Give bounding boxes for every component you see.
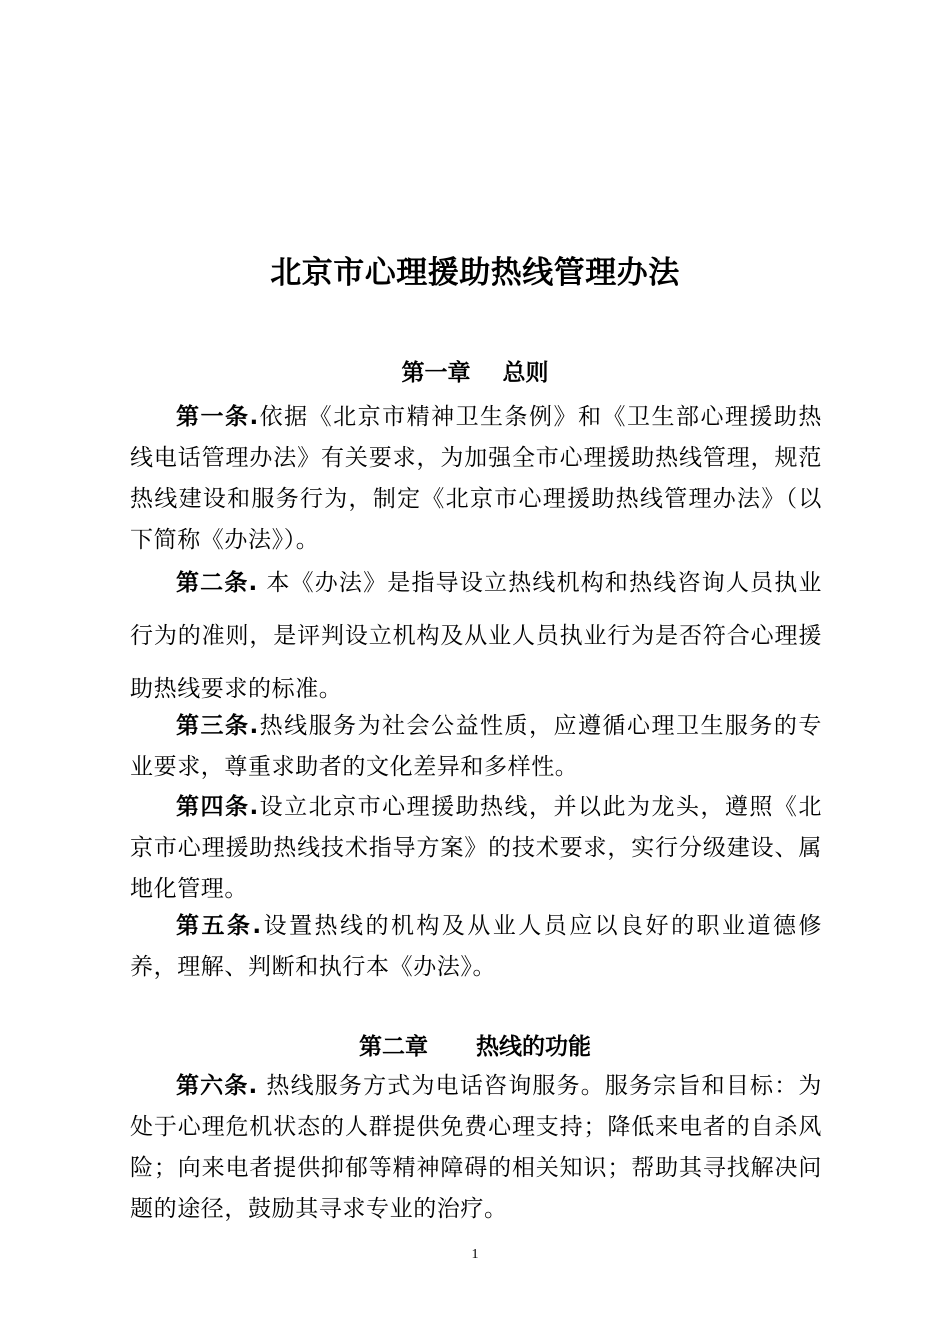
article-4	[130, 787, 822, 910]
chapter-heading-1: 第一章 总则	[401, 360, 549, 386]
article-text: 本《办法》是指导设立热线机构和热线咨询人员执业行为的准则，是评判设立机构及从业人员执业行为是否符合心理援助热线要求的标准。	[130, 570, 822, 702]
article-number: 第五条.	[176, 913, 262, 939]
article-1	[130, 397, 822, 561]
article-3	[130, 706, 822, 788]
chapter-heading-2: 第二章 热线的功能	[358, 1034, 592, 1060]
article-text: 热线服务方式为电话咨询服务。服务宗旨和目标：为处于心理危机状态的人群提供免费心理支持；降低来电者的自杀风险；向来电者提供抑郁等精神障碍的相关知识；帮助其寻找解决问题的途径，鼓励其寻求专业的治疗。	[130, 1073, 822, 1222]
article-2	[130, 557, 822, 716]
article-number: 第一条.	[176, 404, 259, 430]
article-number: 第二条.	[176, 570, 258, 596]
article-5	[130, 906, 822, 988]
article-number: 第六条.	[176, 1073, 258, 1099]
article-number: 第四条.	[176, 794, 259, 820]
document-title: 北京市心理援助热线管理办法	[270, 255, 680, 291]
article-text: 依据《北京市精神卫生条例》和《卫生部心理援助热线电话管理办法》有关要求，为加强全市心理援助热线管理，规范热线建设和服务行为，制定《北京市心理援助热线管理办法》（以下简称《办法》）。	[130, 404, 822, 553]
article-text: 设置热线的机构及从业人员应以良好的职业道德修养，理解、判断和执行本《办法》。	[130, 913, 823, 980]
article-number: 第三条.	[176, 713, 259, 739]
article-text: 设立北京市心理援助热线，并以此为龙头，遵照《北京市心理援助热线技术指导方案》的技术要求，实行分级建设、属地化管理。	[130, 794, 822, 902]
article-text: 热线服务为社会公益性质，应遵循心理卫生服务的专业要求，尊重求助者的文化差异和多样性。	[130, 713, 822, 780]
page-number: 1	[471, 1247, 479, 1262]
article-6	[130, 1066, 822, 1230]
